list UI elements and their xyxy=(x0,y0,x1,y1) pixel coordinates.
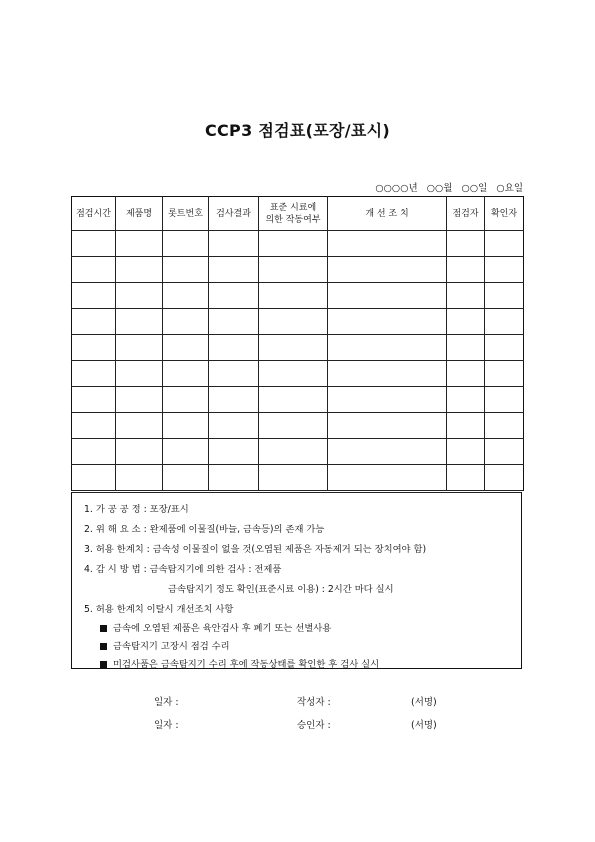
table-cell[interactable] xyxy=(259,361,328,387)
table-cell[interactable] xyxy=(259,335,328,361)
page-title: CCP3 점검표(포장/표시) xyxy=(204,121,391,140)
table-cell[interactable] xyxy=(447,465,485,491)
table-cell[interactable] xyxy=(72,309,116,335)
table-row xyxy=(72,283,524,309)
table-cell[interactable] xyxy=(72,387,116,413)
note-monitoring-frequency: 금속탐지기 정도 확인(표준시료 이용) : 2시간 마다 실시 xyxy=(168,584,394,595)
table-cell[interactable] xyxy=(328,309,447,335)
table-cell[interactable] xyxy=(209,257,259,283)
table-cell[interactable] xyxy=(259,413,328,439)
table-cell[interactable] xyxy=(116,361,163,387)
table-cell[interactable] xyxy=(328,439,447,465)
note-monitoring-method: 4. 감 시 방 법 : 금속탐지기에 의한 검사 : 전제품 xyxy=(84,564,282,575)
table-row xyxy=(72,413,524,439)
date-line: ○○○○년 ○○월 ○○일 ○요일 xyxy=(375,183,523,194)
table-cell[interactable] xyxy=(163,283,209,309)
table-row xyxy=(72,309,524,335)
table-cell[interactable] xyxy=(209,387,259,413)
table-header-row xyxy=(72,197,524,231)
table-cell[interactable] xyxy=(163,387,209,413)
table-row xyxy=(72,361,524,387)
table-cell[interactable] xyxy=(447,335,485,361)
header-standard-sample-operation: 표준 시료에 의한 작동여부 xyxy=(259,197,328,231)
table-cell[interactable] xyxy=(163,257,209,283)
author-signature-field[interactable]: (서명) xyxy=(411,697,437,708)
table-cell[interactable] xyxy=(328,283,447,309)
header-confirmer: 확인자 xyxy=(485,197,524,231)
table-row xyxy=(72,257,524,283)
table-cell[interactable] xyxy=(328,413,447,439)
table-cell[interactable] xyxy=(72,257,116,283)
header-inspection-time: 점검시간 xyxy=(72,197,116,231)
table-cell[interactable] xyxy=(259,231,328,257)
table-cell[interactable] xyxy=(328,361,447,387)
table-cell[interactable] xyxy=(485,361,524,387)
table-cell[interactable] xyxy=(116,465,163,491)
table-cell[interactable] xyxy=(209,283,259,309)
table-cell[interactable] xyxy=(163,309,209,335)
table-cell[interactable] xyxy=(72,231,116,257)
header-lot-number: 롯트번호 xyxy=(163,197,209,231)
table-cell[interactable] xyxy=(259,439,328,465)
date-label: 일자 : xyxy=(154,697,179,708)
table-cell[interactable] xyxy=(485,387,524,413)
table-cell[interactable] xyxy=(328,387,447,413)
square-bullet-icon xyxy=(100,643,107,650)
table-cell[interactable] xyxy=(72,439,116,465)
table-cell[interactable] xyxy=(485,309,524,335)
note-bullet: 금속에 오염된 제품은 육안검사 후 폐기 또는 선별사용 xyxy=(100,620,331,634)
table-cell[interactable] xyxy=(328,465,447,491)
table-cell[interactable] xyxy=(209,309,259,335)
notes-box xyxy=(71,492,522,669)
table-cell[interactable] xyxy=(259,257,328,283)
table-cell[interactable] xyxy=(72,465,116,491)
table-cell[interactable] xyxy=(485,413,524,439)
table-cell[interactable] xyxy=(485,439,524,465)
table-cell[interactable] xyxy=(259,309,328,335)
note-bullet: 금속탐지기 고장시 점검 수리 xyxy=(100,638,230,652)
table-cell[interactable] xyxy=(163,335,209,361)
table-cell[interactable] xyxy=(485,257,524,283)
table-cell[interactable] xyxy=(72,361,116,387)
table-row xyxy=(72,387,524,413)
square-bullet-icon xyxy=(100,661,107,668)
table-cell[interactable] xyxy=(209,335,259,361)
table-cell[interactable] xyxy=(116,335,163,361)
table-cell[interactable] xyxy=(485,465,524,491)
inspection-table xyxy=(71,196,524,491)
table-cell[interactable] xyxy=(116,257,163,283)
table-cell[interactable] xyxy=(116,439,163,465)
table-row xyxy=(72,439,524,465)
table-cell[interactable] xyxy=(259,387,328,413)
table-cell[interactable] xyxy=(116,413,163,439)
table-cell[interactable] xyxy=(447,283,485,309)
table-cell[interactable] xyxy=(485,335,524,361)
table-cell[interactable] xyxy=(116,283,163,309)
table-cell[interactable] xyxy=(72,413,116,439)
table-cell[interactable] xyxy=(447,231,485,257)
table-cell[interactable] xyxy=(328,335,447,361)
table-cell[interactable] xyxy=(163,465,209,491)
table-cell[interactable] xyxy=(209,465,259,491)
author-label: 작성자 : xyxy=(297,697,331,708)
table-cell[interactable] xyxy=(447,413,485,439)
date-label: 일자 : xyxy=(154,720,179,731)
table-cell[interactable] xyxy=(447,257,485,283)
table-cell[interactable] xyxy=(447,387,485,413)
table-cell[interactable] xyxy=(485,283,524,309)
note-bullet: 미검사품은 금속탐지기 수리 후에 작동상태를 확인한 후 검사 실시 xyxy=(100,656,379,670)
table-cell[interactable] xyxy=(72,335,116,361)
table-cell[interactable] xyxy=(116,309,163,335)
table-cell[interactable] xyxy=(447,309,485,335)
table-row xyxy=(72,231,524,257)
note-process: 1. 가 공 공 정 : 포장/표시 xyxy=(84,504,189,515)
table-cell[interactable] xyxy=(116,387,163,413)
note-corrective-heading: 5. 허용 한계치 이탈시 개선조치 사항 xyxy=(84,604,234,615)
table-row xyxy=(72,465,524,491)
note-hazard: 2. 위 해 요 소 : 완제품에 이물질(바늘, 금속등)의 존재 가능 xyxy=(84,524,325,535)
approver-label: 승인자 : xyxy=(297,720,331,731)
table-cell[interactable] xyxy=(163,439,209,465)
approver-signature-field[interactable]: (서명) xyxy=(411,720,437,731)
square-bullet-icon xyxy=(100,625,107,632)
table-cell[interactable] xyxy=(209,361,259,387)
table-cell[interactable] xyxy=(259,283,328,309)
table-cell[interactable] xyxy=(447,439,485,465)
table-cell[interactable] xyxy=(447,361,485,387)
table-cell[interactable] xyxy=(328,257,447,283)
header-inspector: 점검자 xyxy=(447,197,485,231)
note-critical-limit: 3. 허용 한계치 : 금속성 이물질이 없을 것(오염된 제품은 자동제거 되는 장치여야 함) xyxy=(84,544,427,555)
table-row xyxy=(72,335,524,361)
table-body xyxy=(72,231,524,491)
table-cell[interactable] xyxy=(209,439,259,465)
table-cell[interactable] xyxy=(163,231,209,257)
table-cell[interactable] xyxy=(72,283,116,309)
header-corrective-action: 개 선 조 치 xyxy=(328,197,447,231)
table-cell[interactable] xyxy=(209,231,259,257)
table-cell[interactable] xyxy=(116,231,163,257)
table-cell[interactable] xyxy=(209,413,259,439)
table-cell[interactable] xyxy=(163,361,209,387)
table-cell[interactable] xyxy=(328,231,447,257)
header-test-result: 검사결과 xyxy=(209,197,259,231)
table-cell[interactable] xyxy=(485,231,524,257)
table-cell[interactable] xyxy=(163,413,209,439)
table-cell[interactable] xyxy=(259,465,328,491)
header-product-name: 제품명 xyxy=(116,197,163,231)
